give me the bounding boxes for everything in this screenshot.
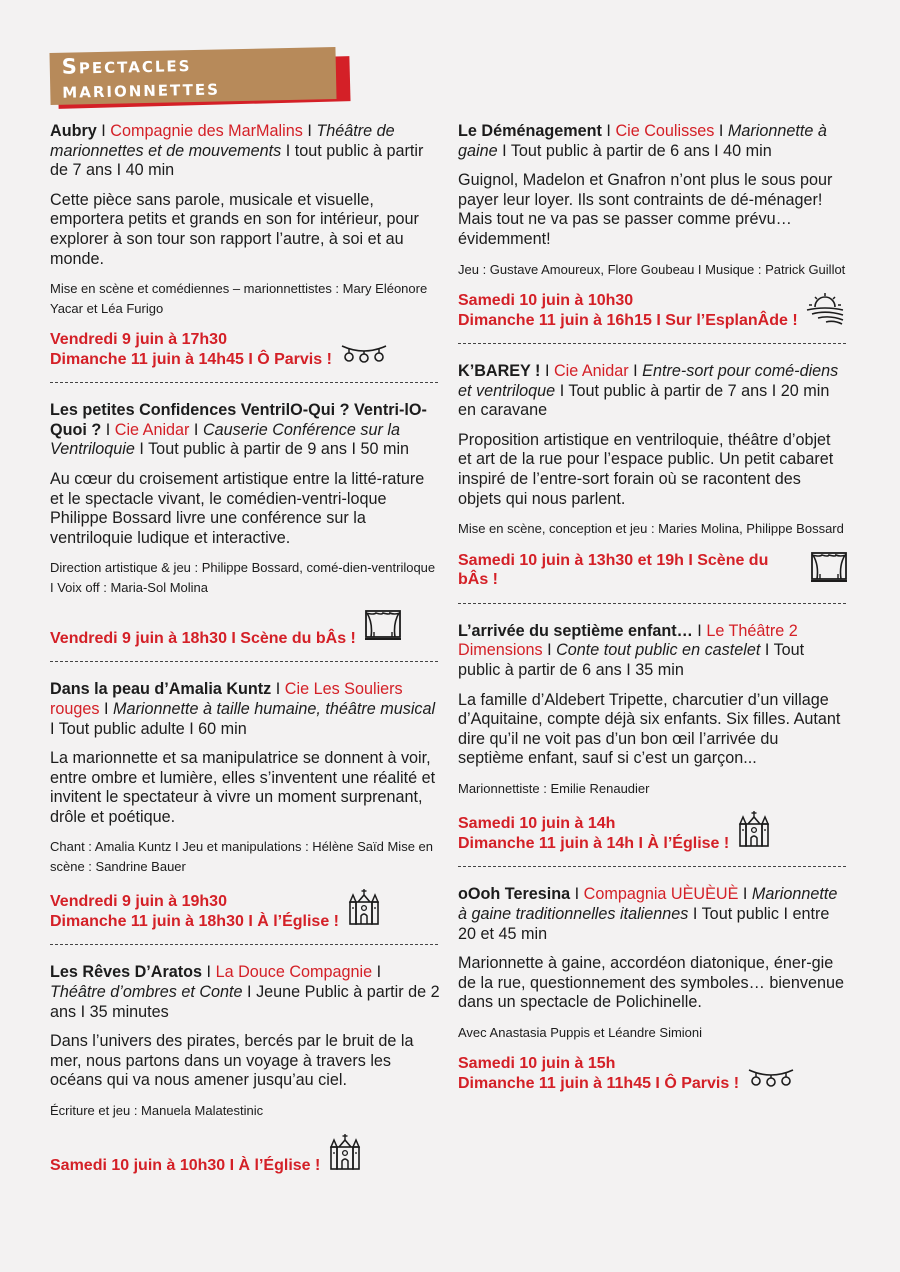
- show-heading: K’BAREY ! I Cie Anidar I Entre-sort pour comé-diens et ventriloque I Tout public à partir de 7 ans I 20 min en caravane: [458, 362, 839, 420]
- stage-icon: [810, 551, 848, 590]
- show-description: Guignol, Madelon et Gnafron n’ont plus le sous pour payer leur loyer. Ils sont contraints de dé-ménager! Mais tout ne va pas se passer comme prévu… évidemment!: [458, 171, 833, 248]
- show-genre: Entre-sort pour comé-diens et ventriloque: [458, 362, 839, 400]
- show-info: Jeune Public à partir de 2 ans I 35 minutes: [50, 983, 440, 1021]
- date-lines: [50, 1156, 320, 1176]
- show-description: Proposition artistique en ventriloquie, théâtre d’objet et art de la rue pour l’espace public. Un petit cabaret inspiré de l’entre-sort forain où se racontent des objets qui nous parlent.: [458, 430, 834, 508]
- show-info: Tout public I entre 20 et 45 min: [458, 904, 830, 943]
- date-line: Vendredi 9 juin à 18h30 I Scène du bÂs !: [50, 629, 356, 647]
- right-column: [458, 122, 848, 1093]
- show-title: Le Déménagement: [458, 122, 602, 140]
- show-entry: [458, 622, 848, 854]
- show-dates: [458, 551, 848, 590]
- show-entry: [458, 885, 848, 1093]
- section-title: Spectacles marionnettes: [61, 52, 221, 103]
- date-line: Samedi 10 juin à 10h30: [458, 292, 634, 310]
- show-heading: L’arrivée du septième enfant… I Le Théâtre 2 Dimensions I Conte tout public en castelet I Tout public à partir de 6 ans I 35 min: [458, 621, 805, 679]
- show-credits: Mise en scène et comédiennes – marionnettistes : Mary Eléonore Yacar et Léa Furigo: [50, 281, 428, 316]
- show-genre: Marionnette à gaine: [458, 122, 827, 160]
- show-info: Tout public adulte I 60 min: [58, 719, 247, 738]
- date-lines: [458, 1054, 739, 1093]
- show-genre: Causerie Conférence sur la Ventriloquie: [50, 420, 400, 459]
- show-genre: Conte tout public en castelet: [556, 641, 761, 660]
- show-dates: [50, 330, 440, 369]
- date-lines: [50, 629, 356, 649]
- show-heading: oOoh Teresina I Compagnia UÈUÈUÈ I Marionnette à gaine traditionnelles italiennes I Tout public I entre 20 et 45 min: [458, 885, 838, 943]
- date-line: Samedi 10 juin à 13h30 et 19h I Scène du bÂs !: [458, 551, 769, 589]
- date-line: Samedi 10 juin à 10h30 I À l’Église !: [50, 1157, 321, 1175]
- show-entry: [458, 362, 848, 590]
- show-entry: [50, 122, 440, 369]
- show-entry: [458, 122, 848, 330]
- show-title: K’BAREY !: [458, 362, 541, 381]
- show-info: Tout public à partir de 9 ans I 50 min: [148, 440, 410, 459]
- show-genre: Marionnette à gaine traditionnelles italiennes: [458, 885, 838, 923]
- show-dates: [458, 291, 848, 330]
- date-lines: [458, 814, 729, 853]
- show-info: Tout public à partir de 6 ans I 35 min: [458, 641, 805, 679]
- date-lines: [50, 330, 332, 369]
- show-heading: Les petites Confidences VentrilO-Qui ? Ventri-lO-Quoi ? I Cie Anidar I Causerie Conférence sur la Ventriloquie I Tout public à partir de 9 ans I 50 min: [50, 401, 427, 459]
- dashed-separator: [458, 603, 846, 604]
- section-banner: [49, 47, 336, 105]
- show-company: Cie Les Souliers rouges: [50, 680, 403, 718]
- show-company: Compagnie des MarMalins: [110, 122, 303, 140]
- show-entry: [50, 963, 440, 1175]
- date-line: Dimanche 11 juin à 14h I À l’Église !: [458, 834, 730, 852]
- show-heading: Le Déménagement I Cie Coulisses I Marionnette à gaine I Tout public à partir de 6 ans I 40 min: [458, 122, 827, 160]
- show-company: Le Théâtre 2 Dimensions: [458, 621, 798, 660]
- left-column: [50, 122, 440, 1176]
- dashed-separator: [458, 866, 846, 867]
- show-title: Dans la peau d’Amalia Kuntz: [50, 680, 272, 699]
- date-line: Vendredi 9 juin à 17h30: [50, 331, 227, 349]
- date-line: Samedi 10 juin à 14h: [458, 815, 616, 833]
- show-description: Cette pièce sans parole, musicale et visuelle, emportera petits et grands en son for intérieur, pour explorer à son tour son rapport l’autre, à soi et au monde.: [50, 190, 419, 268]
- date-lines: [458, 551, 802, 590]
- show-company: La Douce Compagnie: [215, 963, 373, 982]
- show-description: La famille d’Aldebert Tripette, charcutier d’un village d’Aquitaine, compte déjà six enfants. Six filles. Autant dire qu’il ne voit pas d’un bon œil l’arrivée du septième enfant, sauf si c’est un garçon...: [458, 690, 841, 768]
- date-line: Dimanche 11 juin à 18h30 I À l’Église !: [50, 912, 339, 930]
- show-heading: Les Rêves D’Aratos I La Douce Compagnie I Théâtre d’ombres et Conte I Jeune Public à partir de 2 ans I 35 minutes: [50, 963, 440, 1021]
- show-description: Dans l’univers des pirates, bercés par le bruit de la mer, nous partons dans un voyage à travers les océans qui va nous amener jusqu’au ciel.: [50, 1032, 414, 1090]
- show-title: oOoh Teresina: [458, 885, 571, 904]
- date-line: Dimanche 11 juin à 11h45 I Ô Parvis !: [458, 1074, 740, 1092]
- date-lines: [458, 291, 798, 330]
- show-credits: Mise en scène, conception et jeu : Maries Molina, Philippe Bossard: [458, 521, 844, 537]
- show-heading: Dans la peau d’Amalia Kuntz I Cie Les Souliers rouges I Marionnette à taille humaine, théâtre musical I Tout public adulte I 60 min: [50, 680, 436, 738]
- show-company: Cie Anidar: [114, 420, 190, 439]
- show-entry: [50, 680, 440, 931]
- show-title: L’arrivée du septième enfant…: [458, 621, 693, 640]
- show-heading: Aubry I Compagnie des MarMalins I Théâtre de marionnettes et de mouvements I tout public à partir de 7 ans I 40 min: [50, 122, 424, 180]
- church-icon: [737, 810, 771, 853]
- show-info: Tout public à partir de 7 ans I 20 min en caravane: [458, 381, 830, 420]
- show-credits: Jeu : Gustave Amoureux, Flore Goubeau I Musique : Patrick Guillot: [458, 261, 846, 277]
- date-line: Samedi 10 juin à 15h: [458, 1055, 616, 1073]
- dashed-separator: [50, 661, 438, 662]
- show-description: Au cœur du croisement artistique entre la litté-rature et le spectacle vivant, le comédien-ventri-loque Philippe Bossard livre une conférence sur la ventriloquie ludique et interactive.: [50, 469, 425, 547]
- show-dates: [50, 888, 440, 931]
- date-line: Dimanche 11 juin à 14h45 I Ô Parvis !: [50, 350, 332, 368]
- show-title: Les Rêves D’Aratos: [50, 963, 203, 982]
- show-genre: Théâtre de marionnettes et de mouvements: [50, 122, 395, 160]
- church-icon: [328, 1133, 362, 1176]
- church-icon: [347, 888, 381, 931]
- show-title: Les petites Confidences VentrilO-Qui ? Ventri-lO-Quoi ?: [50, 401, 427, 439]
- show-company: Cie Coulisses: [615, 122, 715, 140]
- show-dates: [50, 609, 440, 648]
- show-description: La marionnette et sa manipulatrice se donnent à voir, entre ombre et lumière, elles s’inventent une réalité et invitent le spectateur à vivre un moment surprenant, drôle et poétique.: [50, 749, 436, 826]
- show-entry: [50, 401, 440, 648]
- show-dates: [458, 810, 848, 853]
- show-description: Marionnette à gaine, accordéon diatonique, éner-gie de la rue, questionnement des symboles… bienvenue dans un spectacle de Polichinelle.: [458, 954, 845, 1012]
- show-info: tout public à partir de 7 ans I 40 min: [50, 141, 424, 180]
- dashed-separator: [50, 944, 438, 945]
- show-title: Aubry: [50, 122, 97, 140]
- show-company: Cie Anidar: [553, 362, 629, 381]
- show-genre: Théâtre d’ombres et Conte: [50, 983, 243, 1002]
- dashed-separator: [458, 343, 846, 344]
- show-credits: Écriture et jeu : Manuela Malatestinic: [50, 1103, 264, 1119]
- show-info: Tout public à partir de 6 ans I 40 min: [510, 141, 772, 160]
- show-credits: Avec Anastasia Puppis et Léandre Simioni: [458, 1024, 703, 1040]
- show-company: Compagnia UÈUÈUÈ: [583, 885, 739, 904]
- show-credits: Marionnettiste : Emilie Renaudier: [458, 780, 650, 796]
- date-line: Vendredi 9 juin à 19h30: [50, 893, 227, 911]
- garland-icon: [340, 342, 388, 369]
- garland-icon: [747, 1066, 795, 1093]
- show-dates: [458, 1054, 848, 1093]
- show-credits: Direction artistique & jeu : Philippe Bossard, comé-dien-ventriloque I Voix off : Maria-Sol Molina: [50, 560, 436, 595]
- sun-icon: [806, 291, 844, 330]
- stage-icon: [364, 609, 402, 648]
- date-line: Dimanche 11 juin à 16h15 I Sur l’EsplanÂde !: [458, 311, 798, 329]
- dashed-separator: [50, 382, 438, 383]
- date-lines: [50, 892, 339, 931]
- show-credits: Chant : Amalia Kuntz I Jeu et manipulations : Hélène Saïd Mise en scène : Sandrine Bauer: [50, 839, 433, 874]
- show-dates: [50, 1133, 440, 1176]
- show-genre: Marionnette à taille humaine, théâtre musical: [113, 699, 436, 718]
